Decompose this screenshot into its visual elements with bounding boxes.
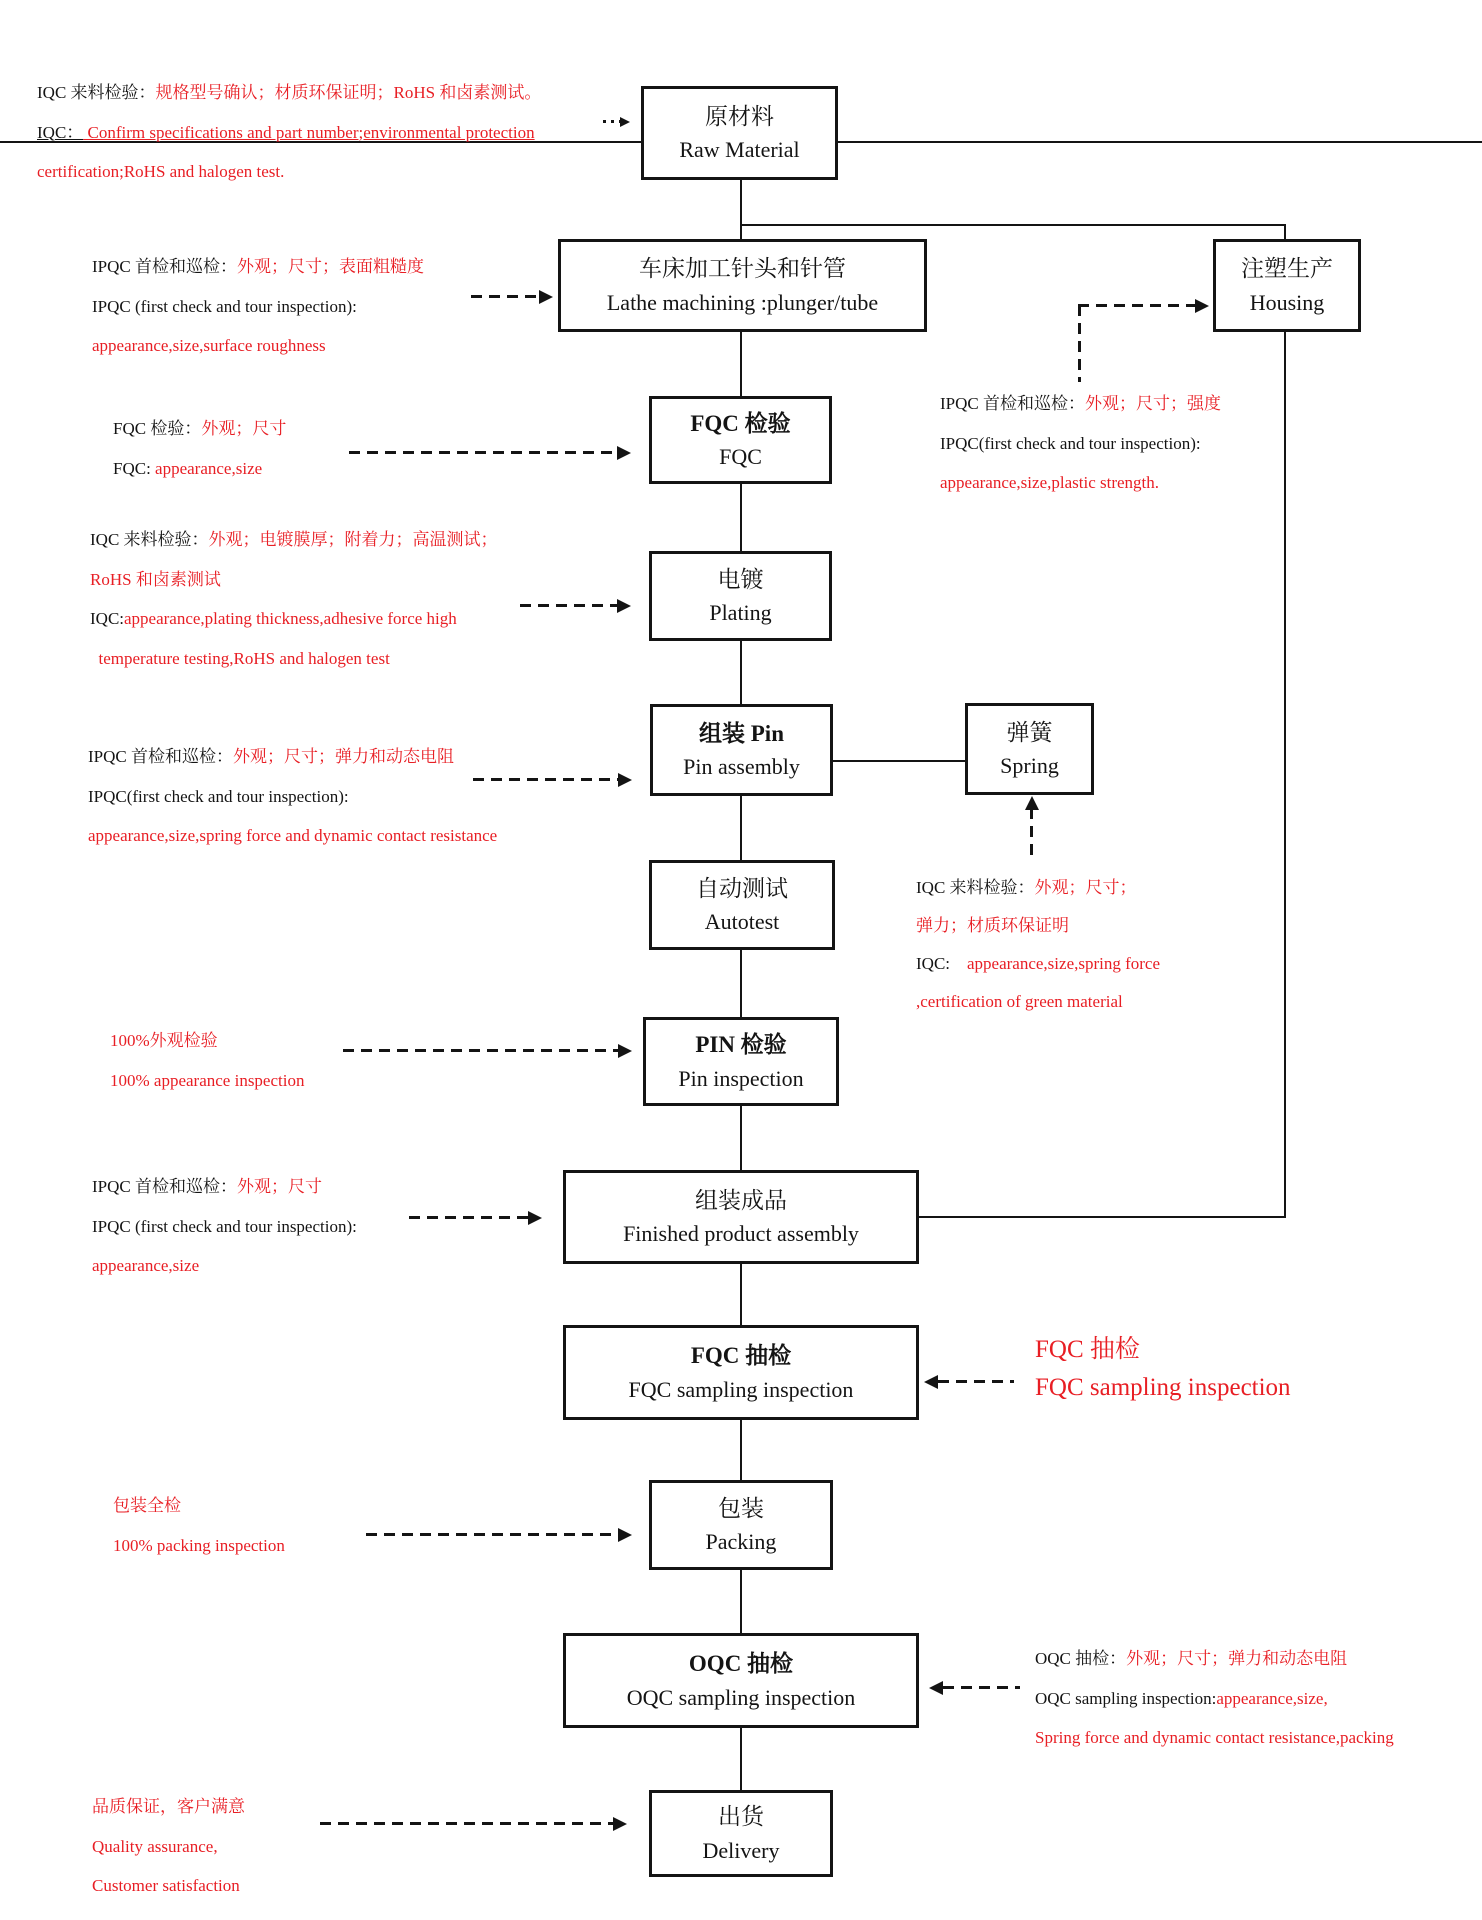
box-title-zh: OQC 抽检 [688,1651,794,1677]
connector-plating-to-pin [740,641,742,704]
connector-fqcsamp-to-packing [740,1420,742,1480]
box-title-zh: 弹簧 [1006,719,1053,745]
arrow-housing-note-vertical [1078,305,1081,382]
arrow-note-to-oqc [943,1686,1020,1689]
box-title-zh: FQC 抽检 [690,1343,792,1369]
annotation-iqc-spring: IQC 来料检验：外观；尺寸； 弹力；材质环保证明 IQC: appearance,size,spring force ,certification of green material [916,878,1161,1011]
annotation-delivery: 品质保证，客户满意 Quality assurance, Customer satisfaction [92,1797,245,1895]
box-title-en: Raw Material [679,137,800,163]
annotation-iqc-raw-material: IQC 来料检验：规格型号确认；材质环保证明；RoHS 和卤素测试。 IQC： Confirm specifications and part number;environmental protection certification;RoHS and halogen test. [37,83,542,181]
flow-box-delivery [649,1790,833,1877]
arrow-note-to-spring [1030,808,1033,858]
connector-housing-to-finished [919,1216,1286,1218]
annotation-ipqc-housing: IPQC 首检和巡检：外观；尺寸；强度 IPQC(first check and tour inspection): appearance,size,plastic strength. [940,394,1221,492]
arrowhead-lathe [539,290,553,304]
connector-lathe-to-fqc [740,332,742,396]
connector-split-horizontal [740,224,1286,226]
box-title-en: Plating [709,600,772,626]
flow-box-autotest [649,860,835,950]
flow-box-packing [649,1480,833,1570]
annotation-packing: 包装全检 100% packing inspection [113,1496,285,1555]
arrow-note-to-delivery [320,1822,614,1825]
flow-box-fqc [649,396,832,484]
arrow-note-to-lathe [471,295,540,298]
flow-box-pin-assembly [650,704,833,796]
arrow-note-to-raw-material [603,120,620,123]
flow-box-housing [1213,239,1361,332]
annotation-fqc-check: FQC 检验：外观；尺寸 FQC: appearance,size [113,419,287,478]
connector-packing-to-oqc [740,1570,742,1633]
box-title-en: Finished product assembly [623,1221,859,1247]
arrowhead-spring [1025,796,1039,810]
flow-box-plating [649,551,832,641]
connector-oqc-to-delivery [740,1728,742,1790]
arrow-note-to-plating [520,604,618,607]
box-title-zh: FQC 检验 [690,410,791,436]
box-title-en: Autotest [704,909,780,935]
box-title-en: FQC [719,444,762,470]
flow-box-finished-assembly [563,1170,919,1264]
box-title-en: Pin inspection [678,1065,804,1091]
connector-pin-to-spring [833,760,965,762]
annotation-ipqc-lathe: IPQC 首检和巡检：外观；尺寸；表面粗糙度 IPQC (first check and tour inspection): appearance,size,surface roughness [92,257,424,355]
flow-box-spring [965,703,1094,795]
box-title-en: FQC sampling inspection [628,1376,854,1402]
box-title-zh: 车床加工针头和针管 [639,256,846,282]
box-title-en: Housing [1249,289,1325,315]
arrowhead-raw-material [620,117,630,127]
box-title-zh: 原材料 [705,103,774,129]
annotation-iqc-plating: IQC 来料检验：外观；电镀膜厚；附着力；高温测试； RoHS 和卤素测试 IQC:appearance,plating thickness,adhesive force high temperature testing,RoHS and halogen test [90,530,498,668]
box-title-zh: 自动测试 [696,875,788,901]
connector-raw-to-split [740,180,742,240]
box-title-en: Lathe machining :plunger/tube [606,289,879,315]
flow-box-raw-material [641,86,838,180]
arrowhead-plating [617,599,631,613]
arrowhead-delivery [613,1817,627,1831]
connector-fqc-to-plating [740,484,742,551]
box-title-zh: 电镀 [717,566,764,592]
connector-split-to-housing [1284,224,1286,240]
box-title-zh: PIN 检验 [695,1032,787,1058]
arrow-note-to-pin-inspection [343,1049,619,1052]
arrowhead-fqc [617,446,631,460]
annotation-pin-inspection: 100%外观检验 100% appearance inspection [110,1031,305,1090]
top-rule-right [838,141,1482,143]
arrowhead-housing [1195,299,1209,313]
connector-pin-to-autotest [740,796,742,860]
connector-pininsp-to-finished [740,1106,742,1170]
arrow-note-to-fqc [349,451,618,454]
arrowhead-pin-assembly [618,773,632,787]
box-title-en: Delivery [702,1837,780,1863]
arrow-note-to-fqc-sampling [938,1380,1014,1383]
flow-box-oqc-sampling [563,1633,919,1728]
box-title-en: OQC sampling inspection [626,1684,856,1710]
annotation-oqc: OQC 抽检：外观；尺寸；弹力和动态电阻 OQC sampling inspection:appearance,size, Spring force and dynamic contact resistance,packing [1035,1649,1394,1747]
box-title-zh: 注塑生产 [1241,256,1333,282]
annotation-ipqc-finished: IPQC 首检和巡检：外观；尺寸 IPQC (first check and tour inspection): appearance,size [92,1177,357,1275]
arrow-note-to-housing [1078,304,1196,307]
box-title-zh: 组装成品 [695,1187,787,1213]
flow-box-lathe [558,239,927,332]
arrowhead-packing [618,1528,632,1542]
arrowhead-fqc-sampling [924,1375,938,1389]
box-title-zh: 出货 [718,1804,764,1830]
arrowhead-finished [528,1211,542,1225]
connector-housing-down [1284,332,1286,1218]
box-title-en: Packing [705,1529,777,1555]
annotation-fqc-sampling: FQC 抽检 FQC sampling inspection [1035,1336,1291,1401]
box-title-en: Pin assembly [683,754,800,780]
arrow-note-to-finished [409,1216,529,1219]
arrow-note-to-packing [366,1533,619,1536]
box-title-zh: 组装 Pin [699,720,784,746]
annotation-ipqc-pin-assembly: IPQC 首检和巡检：外观；尺寸；弹力和动态电阻 IPQC(first check and tour inspection): appearance,size,spring force and dynamic contact resistance [88,747,498,845]
box-title-zh: 包装 [718,1495,764,1521]
connector-autotest-to-pininsp [740,950,742,1017]
arrowhead-pin-inspection [618,1044,632,1058]
flow-box-pin-inspection [643,1017,839,1106]
arrowhead-oqc [929,1681,943,1695]
connector-finished-to-fqcsamp [740,1264,742,1325]
flow-box-fqc-sampling [563,1325,919,1420]
box-title-en: Spring [1000,753,1059,779]
